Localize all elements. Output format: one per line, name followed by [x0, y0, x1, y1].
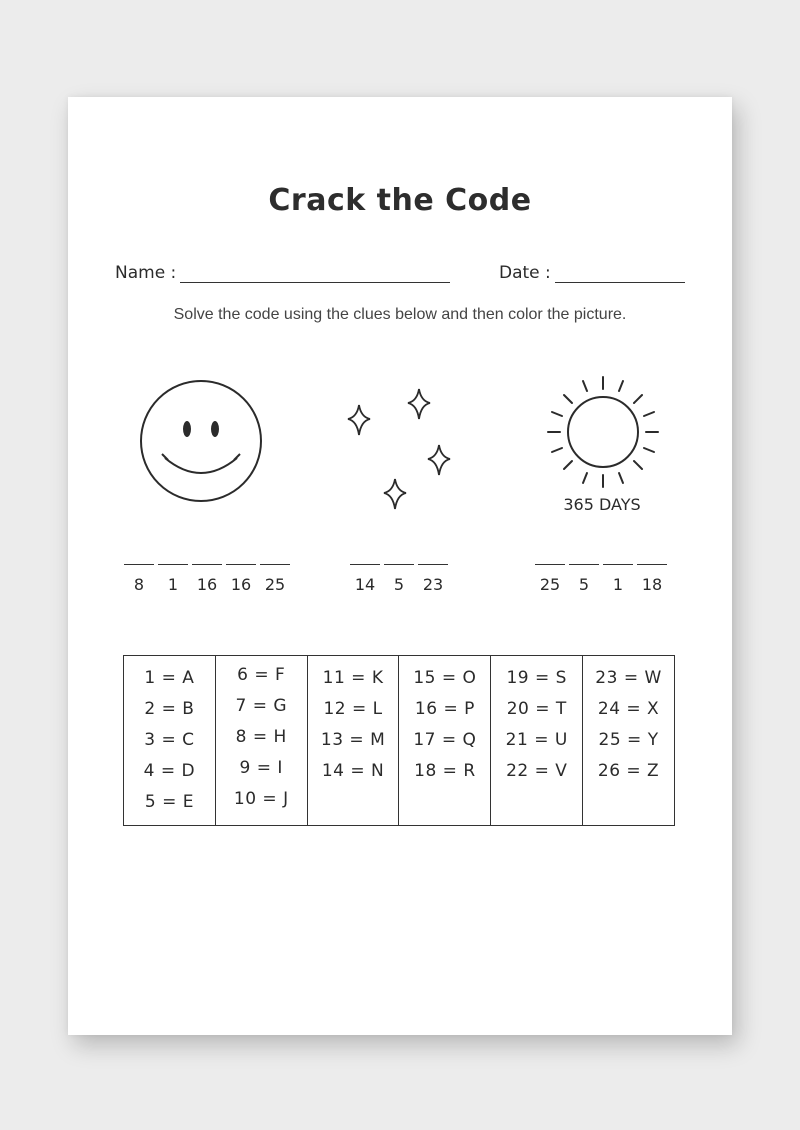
- answer-blank[interactable]: [124, 556, 154, 565]
- instructions-text: Solve the code using the clues below and then color the picture.: [173, 306, 627, 323]
- code-number: 5: [393, 575, 405, 594]
- code-key-column: [491, 656, 583, 825]
- code-key-entry: 23 = W: [595, 668, 662, 688]
- answer-group-2[interactable]: [350, 556, 448, 594]
- code-number: 25: [539, 575, 561, 594]
- code-key-entry: 15 = O: [413, 668, 477, 688]
- code-key-entry: 24 = X: [597, 699, 660, 719]
- worksheet-page: [68, 97, 732, 1035]
- smiley-face-icon: [138, 378, 264, 504]
- answer-blank[interactable]: [226, 556, 256, 565]
- code-number: 5: [578, 575, 590, 594]
- answer-blank[interactable]: [350, 556, 380, 565]
- code-key-column: [399, 656, 491, 825]
- answer-blank[interactable]: [569, 556, 599, 565]
- code-key-entry: 19 = S: [506, 668, 567, 688]
- answer-blank[interactable]: [192, 556, 222, 565]
- code-key-entry: 11 = K: [322, 668, 384, 688]
- answer-blank[interactable]: [603, 556, 633, 565]
- code-key-entry: 6 = F: [237, 665, 286, 685]
- answer-blank[interactable]: [637, 556, 667, 565]
- code-key-entry: 9 = I: [239, 758, 283, 778]
- code-key-table: [123, 655, 675, 826]
- date-field[interactable]: [499, 263, 685, 283]
- sparkles-icon: [344, 383, 454, 518]
- code-key-entry: 2 = B: [144, 699, 195, 719]
- code-number: 16: [196, 575, 218, 594]
- answer-group-3[interactable]: [535, 556, 667, 594]
- sun-caption: 365 DAYS: [563, 495, 641, 514]
- code-key-entry: 3 = C: [144, 730, 195, 750]
- name-label: Name :: [115, 263, 177, 283]
- name-line[interactable]: [180, 266, 450, 283]
- sun-icon: [542, 371, 664, 493]
- code-key-entry: 21 = U: [505, 730, 568, 750]
- code-key-entry: 5 = E: [144, 792, 194, 812]
- date-line[interactable]: [555, 266, 685, 283]
- code-number: 23: [422, 575, 444, 594]
- code-key-entry: 10 = J: [233, 789, 289, 809]
- code-number: 18: [641, 575, 663, 594]
- worksheet-title: Crack the Code: [268, 183, 532, 218]
- code-key-entry: 1 = A: [144, 668, 195, 688]
- code-key-entry: 25 = Y: [598, 730, 659, 750]
- code-number: 16: [230, 575, 252, 594]
- code-key-column: [308, 656, 400, 825]
- code-key-entry: 26 = Z: [597, 761, 660, 781]
- code-key-entry: 22 = V: [506, 761, 568, 781]
- code-key-entry: 4 = D: [143, 761, 196, 781]
- answer-blank[interactable]: [260, 556, 290, 565]
- name-field[interactable]: [115, 263, 450, 283]
- code-key-entry: 8 = H: [235, 727, 287, 747]
- code-key-entry: 14 = N: [321, 761, 385, 781]
- code-key-entry: 17 = Q: [413, 730, 477, 750]
- code-key-column: [583, 656, 674, 825]
- code-key-entry: 16 = P: [414, 699, 475, 719]
- code-key-entry: 20 = T: [506, 699, 567, 719]
- code-key-entry: 18 = R: [414, 761, 476, 781]
- code-number: 25: [264, 575, 286, 594]
- answer-blank[interactable]: [535, 556, 565, 565]
- code-number: 1: [612, 575, 624, 594]
- code-key-entry: 7 = G: [235, 696, 288, 716]
- code-number: 8: [133, 575, 145, 594]
- answer-blank[interactable]: [158, 556, 188, 565]
- code-number: 14: [354, 575, 376, 594]
- answer-blank[interactable]: [384, 556, 414, 565]
- code-key-column: [124, 656, 216, 825]
- answer-group-1[interactable]: [124, 556, 290, 594]
- code-number: 1: [167, 575, 179, 594]
- date-label: Date :: [499, 263, 551, 283]
- code-key-entry: 13 = M: [320, 730, 386, 750]
- answer-blank[interactable]: [418, 556, 448, 565]
- code-key-column: [216, 656, 308, 825]
- code-key-entry: 12 = L: [323, 699, 383, 719]
